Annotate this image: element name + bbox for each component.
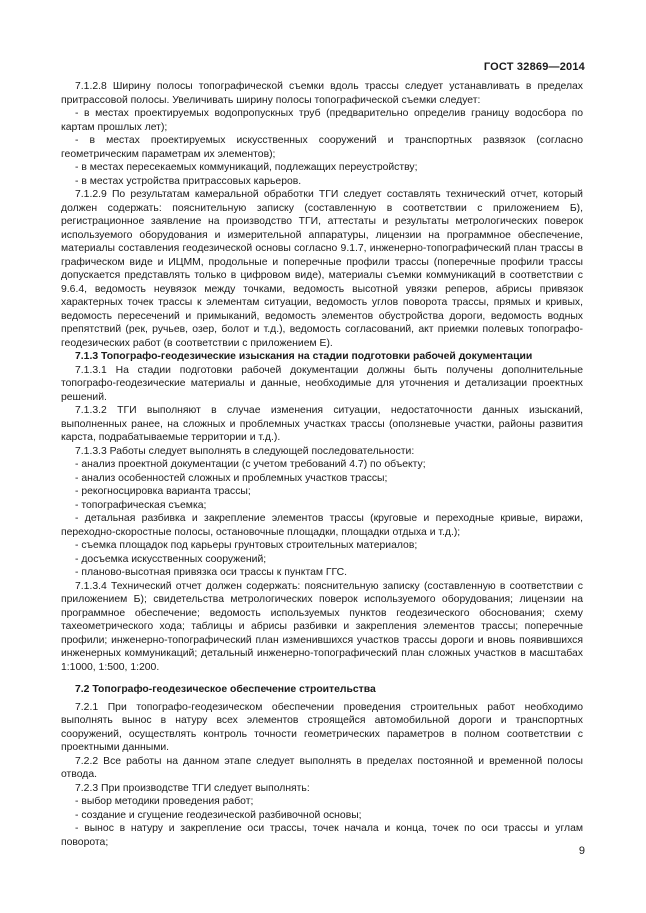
paragraph: 7.1.2.9 По результатам камеральной обработки ТГИ следует составлять технический отчет, который должен содержать: пояснительную записку (составленную в соответствии с приложением Б), регистрационное заявление на производство ТГИ, аттестаты и результаты метрологических поверок используемого оборудования и измерительной аппаратуры, лицензии на программное обеспечение, материалы составления геодезической основы согласно 9.1.7, инженерно-топографический план трассы в графическом виде и ИЦММ, продольные и поперечные профили трассы (поперечные профили трассы допускается представлять только в цифровом виде), материалы съемки коммуникаций в соответствии с 9.6.4, ведомость неувязок между точками, ведомость высотной увязки реперов, абрисы привязок характерных точек трассы к элементам ситуации, ведомость углов поворота трассы, прямых и кривых, ведомость пересечений и примыканий, ведомость элементов обустройства дороги, ведомость водных препятствий (рек, ручьев, озер, болот и т.д.), ведомость согласований, акт приемки полевых топографо-геодезических работ (в соответствии с приложением Е). <box>61 189 583 349</box>
paragraph: - планово-высотная привязка оси трассы к пунктам ГГС. <box>75 567 348 578</box>
paragraph: - в местах проектируемых водопропускных труб (предварительно определив границу водосбора по картам прошлых лет); <box>61 108 583 133</box>
paragraph: - анализ особенностей сложных и проблемных участков трассы; <box>75 472 388 484</box>
paragraph: - рекогносцировка варианта трассы; <box>75 486 251 497</box>
document-number: ГОСТ 32869—2014 <box>483 61 585 73</box>
paragraph: 7.1.3.4 Технический отчет должен содержать: пояснительную записку (составленную в соответствии с приложением Б); свидетельства метрологических поверок используемого оборудования; лицензии на программное обеспечение; ведомость используемых пунктов геодезического обоснования; схему тахеометрического хода; таблицы и абрисы разбивки и закрепления элементов трассы; поперечные профили; инженерно-топографический план изменившихся участков трассы дороги и вновь появившихся инженерных коммуникаций; детальный инженерно-топографический план сложных участков в масштабах 1:1000, 1:500, 1:200. <box>61 580 583 673</box>
paragraph: 7.1.2.8 Ширину полосы топографической съемки вдоль трассы следует устанавливать в пределах притрассовой полосы. Увеличивать ширину полосы топографической съемки следует: <box>61 81 583 106</box>
paragraph: - детальная разбивка и закрепление элементов трассы (круговые и переходные кривые, виражи, переходно-скоростные полосы, остановочные площадки, площадки отдыха и т.д.); <box>61 513 583 538</box>
paragraph: - выбор методики проведения работ; <box>75 796 254 807</box>
page-number: 9 <box>578 845 585 857</box>
paragraph: 7.2.3 При производстве ТГИ следует выполнять: <box>75 782 310 794</box>
paragraph: 7.1.3.1 На стадии подготовки рабочей документации должны быть получены дополнительные топографо-геодезические материалы и данные, необходимые для уточнения и детализации проектных решений. <box>61 364 583 403</box>
document-body <box>61 80 583 849</box>
paragraph: 7.1.3.3 Работы следует выполнять в следующей последовательности: <box>75 445 415 457</box>
paragraph: 7.2.1 При топографо-геодезическом обеспечении проведения строительных работ необходимо выполнять вынос в натуру всех элементов строящейся автомобильной дороги и транспортных сооружений, осуществлять контроль точности геометрических параметров в полном соответствии с проектными данными. <box>61 701 583 753</box>
paragraph: - съемка площадок под карьеры грунтовых строительных материалов; <box>75 540 418 551</box>
paragraph: - анализ проектной документации (с учетом требований 4.7) по объекту; <box>75 459 426 470</box>
paragraph: - в местах проектируемых искусственных сооружений и транспортных развязок (согласно геометрическим параметрам их элементов); <box>61 135 583 160</box>
paragraph: 7.1.3.2 ТГИ выполняют в случае изменения ситуации, недостаточности данных изысканий, выполненных ранее, на сложных и проблемных участках трассы (оползневые участки, районы развития карста, подрабатываемые территории и т.д.). <box>61 405 583 443</box>
paragraph: - вынос в натуру и закрепление оси трассы, точек начала и конца, точек по оси трассы и углам поворота; <box>61 823 583 848</box>
paragraph: - в местах пересекаемых коммуникаций, подлежащих переустройству; <box>75 162 418 173</box>
paragraph: - в местах устройства притрассовых карьеров. <box>75 175 302 187</box>
paragraph: 7.2 Топографо-геодезическое обеспечение строительства <box>75 684 376 695</box>
paragraph: - топографическая съемка; <box>75 499 207 511</box>
paragraph: 7.2.2 Все работы на данном этапе следует выполнять в пределах постоянной и временной полосы отвода. <box>61 755 583 780</box>
paragraph: - досъемка искусственных сооружений; <box>75 553 267 565</box>
paragraph: 7.1.3 Топографо-геодезические изыскания на стадии подготовки рабочей документации <box>75 351 533 362</box>
paragraph: - создание и сгущение геодезической разбивочной основы; <box>75 809 362 821</box>
